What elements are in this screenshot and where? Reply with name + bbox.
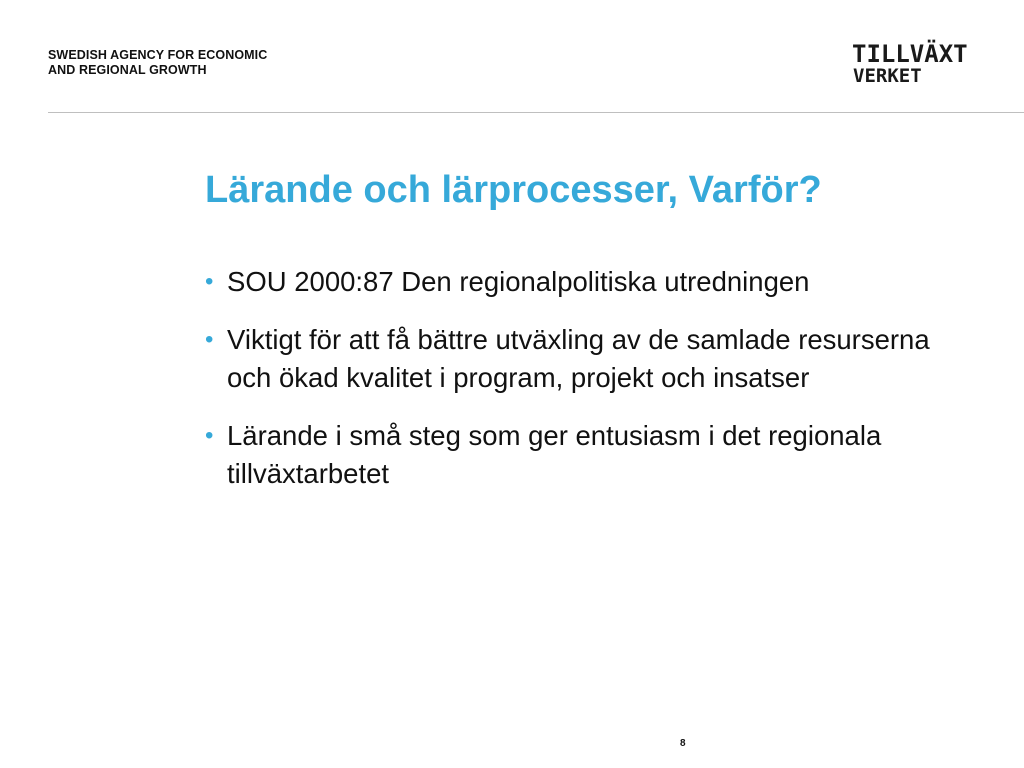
- bullet-item: [205, 417, 965, 493]
- bullet-text: SOU 2000:87 Den regionalpolitiska utredningen: [227, 266, 810, 297]
- bullet-item: [205, 321, 965, 397]
- logo-line1: TILLVÄXT: [852, 40, 968, 68]
- slide-title: Lärande och lärprocesser, Varför?: [205, 169, 822, 211]
- bullet-text: Lärande i små steg som ger entusiasm i det regionala tillväxtarbetet: [227, 420, 882, 489]
- agency-name: [48, 48, 267, 78]
- agency-name-line2: AND REGIONAL GROWTH: [48, 63, 207, 77]
- bullet-list: [205, 263, 965, 513]
- logo-line2: VERKET: [853, 65, 922, 87]
- bullet-item: [205, 263, 965, 301]
- bullet-marker: •: [205, 422, 214, 449]
- bullet-text: Viktigt för att få bättre utväxling av de samlade resurserna och ökad kvalitet i program, projekt och insatser: [227, 324, 930, 393]
- header-divider: [48, 112, 1024, 113]
- page-number: 8: [680, 738, 686, 749]
- bullet-marker: •: [205, 326, 214, 353]
- tillvaxtverket-logo: [852, 38, 982, 94]
- bullet-marker: •: [205, 268, 214, 295]
- agency-name-line1: SWEDISH AGENCY FOR ECONOMIC: [48, 48, 268, 62]
